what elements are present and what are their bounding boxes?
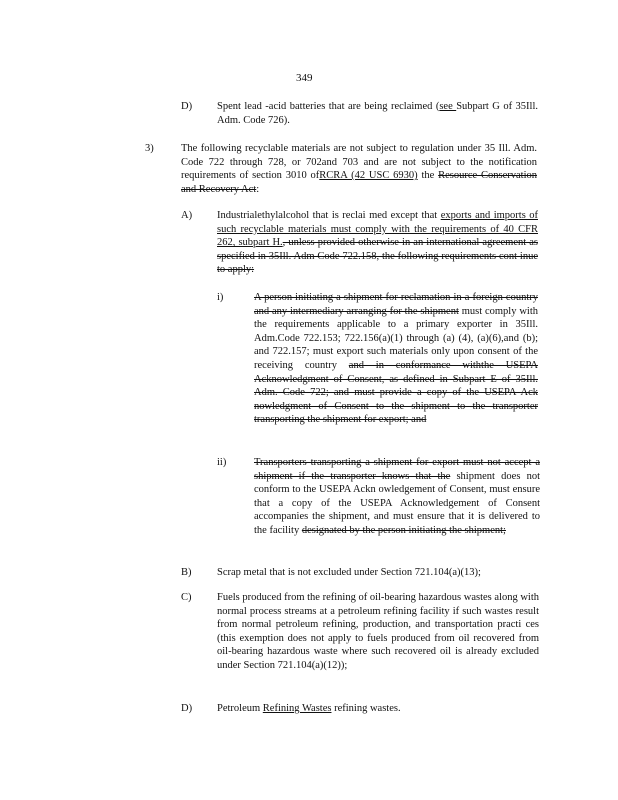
item-d-bottom-text-3: refining wastes. — [331, 703, 401, 714]
item-ii-deleted-text-3: designated by the person initiating the shipment; — [301, 524, 506, 536]
item-3-deleted-act-name: Resource Conservation and Recovery Act — [181, 170, 537, 195]
item-3-text — [181, 142, 537, 196]
item-b-text — [217, 566, 538, 580]
item-3-label: 3) — [145, 143, 154, 154]
item-i-label: i) — [217, 292, 224, 303]
item-c-label: C) — [181, 592, 192, 603]
page-number: 349 — [296, 72, 313, 84]
item-3-text-1: The following recyclable materials are not subject to regulation under 35 Ill. Adm. Code 722 through 728, or 702and 703 and are not subject to the notification requirements of section 3010 of — [181, 143, 537, 182]
item-d-top-see: see — [439, 101, 457, 112]
item-d-bottom-label: D) — [181, 703, 193, 714]
item-d-top-text — [217, 100, 538, 127]
item-d-bottom-text — [217, 702, 538, 716]
item-ii-label: ii) — [217, 457, 227, 468]
item-ii-text-2: shipment does not conform to the USEPA Ackn owledgement of Consent, must ensure that a copy of the USEPA Acknowledgement of Consent accompanies the shipment, and must ensure that it is delivered to the facility — [254, 470, 540, 536]
item-b-text-content: Scrap metal that is not excluded under Section 721.104(a)(13); — [217, 567, 481, 578]
item-d-bottom-text-1: Petroleum — [217, 703, 263, 714]
item-c-text — [217, 591, 539, 673]
item-i-text-2: must comply with the requirements applicable to a primary exporter in 35Ill. Adm.Code 722.153; 722.156(a)(1) through (a) (4), (a)(6),and (b); and 722.157; must export such materials only upon consent of the receiving country — [254, 305, 538, 371]
item-ii-deleted-text-1: Transporters transporting a shipment for export must not accept a shipment if the transporter knows that the — [254, 457, 540, 482]
item-c-text-content: Fuels produced from the refining of oil-bearing hazardous wastes along with normal process streams at a petroleum refining facility if such wastes result from normal petroleum refining, production, and transportation practi ces (this exemption does not apply to fuels produced from oil recovered from oil-bearing hazardous waste where such recovered oil is already excluded under Section 721.104(a)(12)); — [217, 592, 539, 671]
item-i-text — [254, 291, 538, 427]
item-d-bottom-inserted-text: Refining Wastes — [262, 703, 332, 714]
item-d-top-text-1: Spent lead -acid batteries that are being reclaimed ( — [217, 101, 440, 112]
item-3-text-5: : — [256, 183, 260, 195]
item-a-text — [217, 209, 538, 277]
item-ii-text — [254, 456, 540, 538]
item-a-deleted-text: , unless provided otherwise in an international agreement as specified in 35Ill. Adm Code 722.158, the following requirements cont inue to apply: — [217, 237, 538, 276]
item-a-inserted-text: exports and imports of such recyclable materials must comply with the requirements of 40 CFR 262, subpart H. — [217, 210, 538, 249]
item-3-rcra-citation: RCRA (42 USC 6930) — [319, 170, 418, 182]
item-b-label: B) — [181, 567, 192, 578]
item-i-deleted-text-3: and in conformance withthe USEPA Acknowledgment of Consent, as defined in Subpart E of 35Ill. Adm. Code 722; and must provide a copy of the USEPA Ack nowledgment of Consent to the shipment to the transporter transporting the shipment for export; and — [254, 359, 539, 426]
item-d-top-text-3: Subpart G of 35Ill. Adm. Code 726). — [217, 101, 538, 126]
item-a-text-1: Industrialethylalcohol that is reclai med except that — [217, 210, 441, 221]
item-a-label: A) — [181, 210, 193, 221]
item-i-deleted-text-1: A person initiating a shipment for reclamation in a foreign country and any intermediary arranging for the shipment — [254, 292, 538, 317]
item-d-top-label: D) — [181, 101, 193, 112]
item-3-text-3: the — [417, 170, 439, 182]
